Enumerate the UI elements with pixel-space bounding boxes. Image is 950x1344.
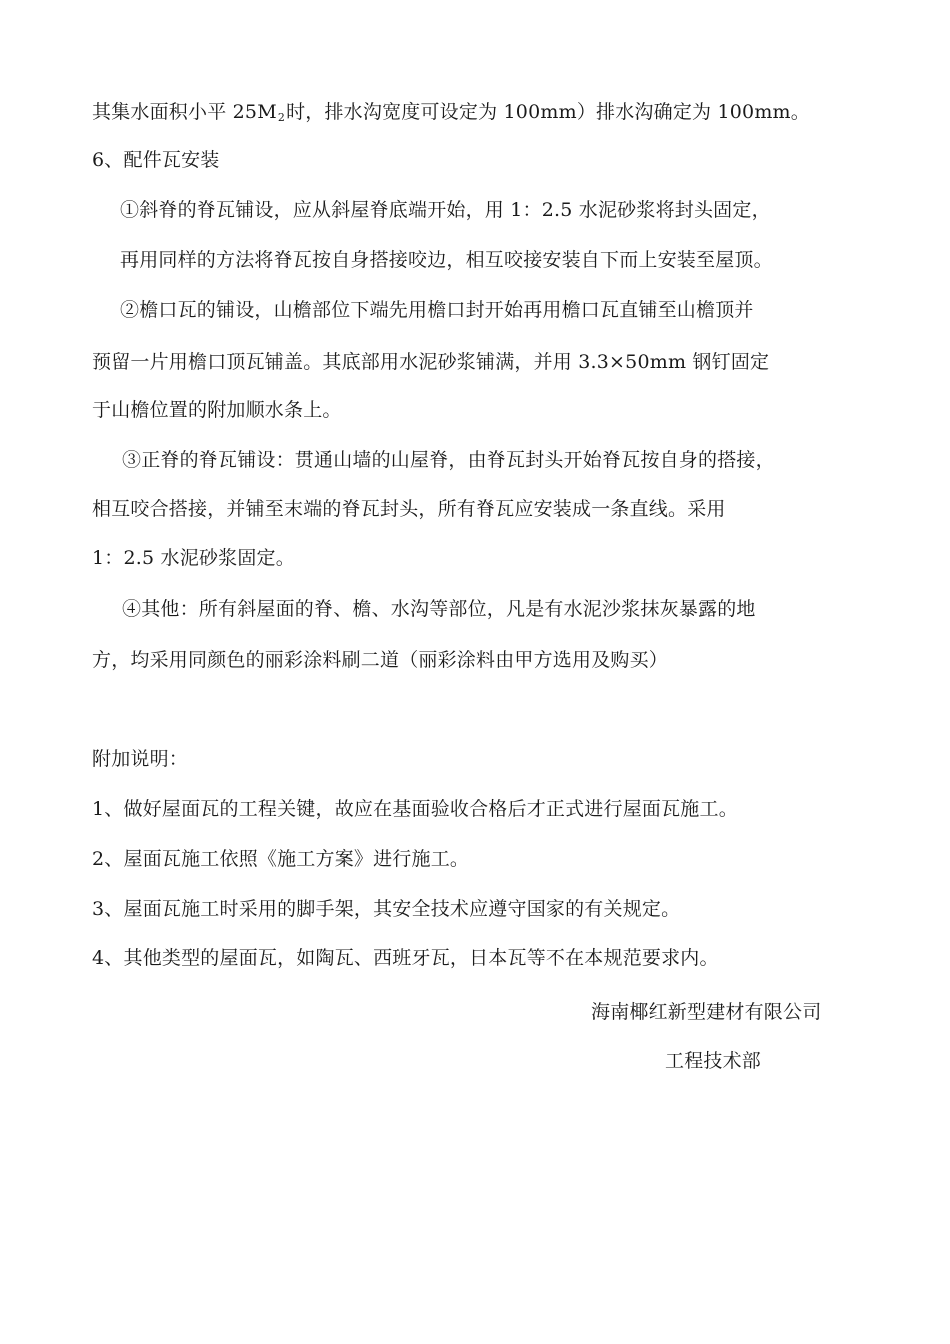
note-item: 4、其他类型的屋面瓦，如陶瓦、西班牙瓦，日本瓦等不在本规范要求内。 <box>92 947 719 969</box>
item-3-line-1: ③正脊的脊瓦铺设：贯通山墙的山屋脊，由脊瓦封头开始脊瓦按自身的搭接， <box>122 449 775 471</box>
drain-width-text-end: 时，排水沟宽度可设定为 100mm）排水沟确定为 100mm。 <box>286 101 810 123</box>
notes-heading: 附加说明： <box>92 748 189 770</box>
item-2-line-3: 于山檐位置的附加顺水条上。 <box>92 399 342 421</box>
item-4-line-1: ④其他：所有斜屋面的脊、檐、水沟等部位，凡是有水泥沙浆抹灰暴露的地 <box>122 598 756 620</box>
item-2-line-2: 预留一片用檐口顶瓦铺盖。其底部用水泥砂浆铺满，并用 3.3×50mm 钢钉固定 <box>92 351 770 373</box>
item-1-line-2: 再用同样的方法将脊瓦按自身搭接咬边，相互咬接安装自下而上安装至屋顶。 <box>120 249 773 271</box>
item-3-line-3: 1：2.5 水泥砂浆固定。 <box>92 547 295 569</box>
section-6-heading: 6、配件瓦安装 <box>92 149 220 171</box>
item-2-line-1: ②檐口瓦的铺设，山檐部位下端先用檐口封开始再用檐口瓦直铺至山檐顶并 <box>120 299 754 321</box>
note-item: 1、做好屋面瓦的工程关键，故应在基面验收合格后才正式进行屋面瓦施工。 <box>92 798 738 820</box>
drain-width-text-start: 其集水面积小平 25M <box>92 101 277 123</box>
department-name: 工程技术部 <box>665 1050 762 1072</box>
item-3-line-2: 相互咬合搭接，并铺至末端的脊瓦封头，所有脊瓦应安装成一条直线。采用 <box>92 498 726 520</box>
item-1-line-1: ①斜脊的脊瓦铺设，应从斜屋脊底端开始，用 1：2.5 水泥砂浆将封头固定， <box>120 199 771 221</box>
superscript-2: 2 <box>277 111 286 124</box>
item-4-line-2: 方，均采用同颜色的丽彩涂料刷二道（丽彩涂料由甲方选用及购买） <box>92 649 669 671</box>
note-item: 2、屋面瓦施工依照《施工方案》进行施工。 <box>92 848 470 870</box>
company-name: 海南椰红新型建材有限公司 <box>591 1001 822 1023</box>
drain-width-line <box>92 100 872 127</box>
note-item: 3、屋面瓦施工时采用的脚手架，其安全技术应遵守国家的有关规定。 <box>92 898 681 920</box>
